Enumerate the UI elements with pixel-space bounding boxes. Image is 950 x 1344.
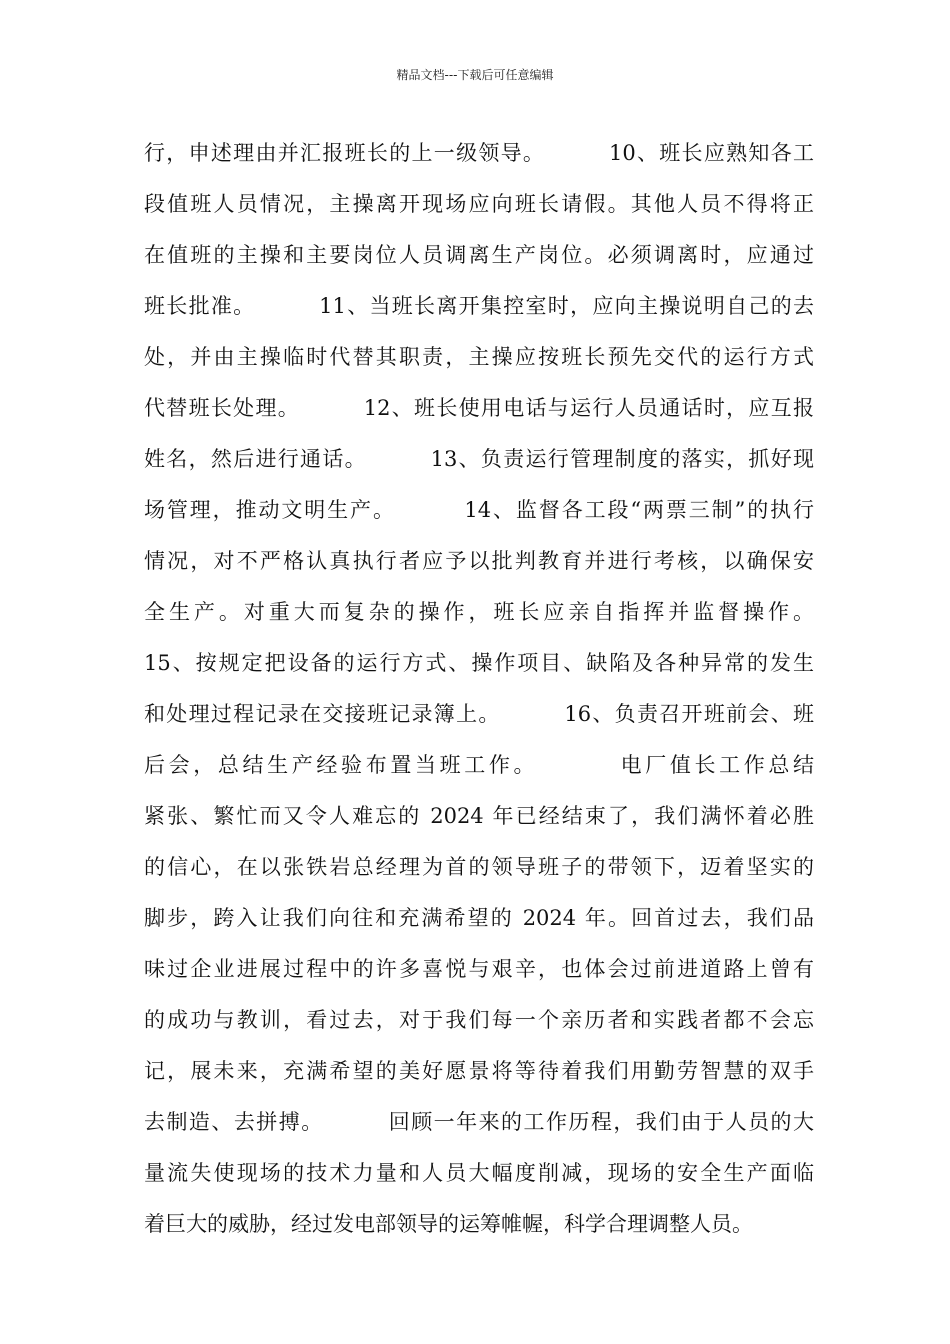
text-line: 处，并由主操临时代替其职责，主操应按班长预先交代的运行方式 [144, 345, 814, 369]
text-line: 的成功与教训，看过去，对于我们每一个亲历者和实践者都不会忘 [144, 1008, 814, 1032]
text-line: 15、按规定把设备的运行方式、操作项目、缺陷及各种异常的发生 [144, 651, 814, 675]
text-line: 姓名，然后进行通话。 13、负责运行管理制度的落实，抓好现 [144, 447, 814, 471]
text-line: 班长批准。 11、当班长离开集控室时，应向主操说明自己的去 [144, 294, 814, 318]
text-line: 代替班长处理。 12、班长使用电话与运行人员通话时，应互报 [144, 396, 814, 420]
text-line: 后会，总结生产经验布置当班工作。 电厂值长工作总结 [144, 753, 814, 777]
text-line: 记，展未来，充满希望的美好愿景将等待着我们用勤劳智慧的双手 [144, 1059, 814, 1083]
document-body [144, 128, 814, 1250]
text-line: 着巨大的威胁，经过发电部领导的运筹帷幄，科学合理调整人员。 [144, 1212, 753, 1236]
text-line: 味过企业进展过程中的许多喜悦与艰辛，也体会过前进道路上曾有 [144, 957, 814, 981]
text-line: 的信心，在以张铁岩总经理为首的领导班子的带领下，迈着坚实的 [144, 855, 814, 879]
text-line: 在值班的主操和主要岗位人员调离生产岗位。必须调离时，应通过 [144, 243, 814, 267]
text-line: 全生产。对重大而复杂的操作，班长应亲自指挥并监督操作。 [144, 600, 814, 624]
text-line: 量流失使现场的技术力量和人员大幅度削减，现场的安全生产面临 [144, 1161, 814, 1185]
text-line: 情况，对不严格认真执行者应予以批判教育并进行考核，以确保安 [144, 549, 814, 573]
text-line: 和处理过程记录在交接班记录簿上。 16、负责召开班前会、班 [144, 702, 814, 726]
text-line: 行，申述理由并汇报班长的上一级领导。 10、班长应熟知各工 [144, 141, 814, 165]
text-line: 去制造、去拼搏。 回顾一年来的工作历程，我们由于人员的大 [144, 1110, 814, 1134]
text-line: 紧张、繁忙而又令人难忘的 2024 年已经结束了，我们满怀着必胜 [144, 804, 814, 828]
text-line: 段值班人员情况，主操离开现场应向班长请假。其他人员不得将正 [144, 192, 814, 216]
text-line: 脚步，跨入让我们向往和充满希望的 2024 年。回首过去，我们品 [144, 906, 814, 930]
text-line: 场管理，推动文明生产。 14、监督各工段“两票三制”的执行 [144, 498, 814, 522]
page-header: 精品文档---下载后可任意编辑 [396, 68, 554, 82]
